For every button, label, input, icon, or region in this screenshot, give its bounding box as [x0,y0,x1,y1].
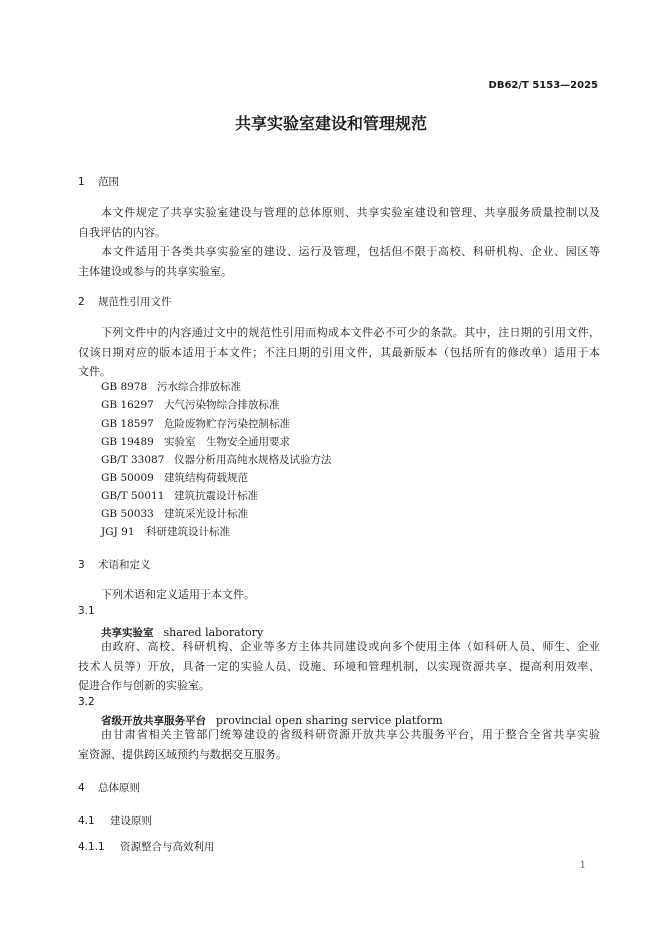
section-4-heading [78,780,140,795]
term-number: 3.2 [78,696,95,708]
section-number: 4.1.1 [78,841,105,853]
section-number: 1 [78,176,85,188]
section-title: 术语和定义 [98,559,151,571]
term-english: provincial open sharing service platform [216,714,443,727]
section-number: 2 [78,296,85,308]
reference-item: GB 16297 大气污染物综合排放标准 [101,399,280,411]
paragraph-line: 下列术语和定义适用于本文件。 [101,588,255,601]
term-chinese: 共享实验室 [101,627,154,639]
document-title: 共享实验室建设和管理规范 [234,114,427,133]
paragraph-line: 下列文件中的内容通过文中的规范性引用而构成本文件必不可少的条款。其中，注日期的引用文件， [101,326,600,339]
page-number: 1 [579,860,586,871]
paragraph-line: 由政府、高校、科研机构、企业等多方主体共同建设或向多个使用主体（如科研人员、师生、企业 [101,640,600,653]
paragraph-line: 技术人员等）开放，具备一定的实验人员、设施、环境和管理机制，以实现资源共享、提高利用效率、 [78,659,600,673]
standard-code: DB62/T 5153—2025 [488,80,598,91]
paragraph-line: 室资源、提供跨区域预约与数据交互服务。 [78,747,287,761]
paragraph-line: 自我评估的内容。 [78,225,166,239]
reference-item: JGJ 91 科研建筑设计标准 [101,526,230,538]
section-title: 范围 [98,176,119,188]
normative-refs-intro [78,323,600,382]
subsection-4-1-1-heading [78,839,215,854]
term-english: shared laboratory [163,626,264,639]
reference-item: GB/T 33087 仪器分析用高纯水规格及试验方法 [101,454,332,466]
section-title: 资源整合与高效利用 [120,841,215,853]
paragraph-line: 由甘肃省相关主管部门统筹建设的省级科研资源开放共享公共服务平台，用于整合全省共享实验 [101,728,600,741]
section-title: 总体原则 [98,782,140,794]
reference-item: GB 19489 实验室 生物安全通用要求 [101,436,290,448]
paragraph-line: 主体建设或参与的共享实验室。 [78,265,232,279]
paragraph-line: 本文件适用于各类共享实验室的建设、运行及管理，包括但不限于高校、科研机构、企业、园区等 [101,245,600,259]
terms-intro [78,585,600,605]
reference-item: GB/T 50011 建筑抗震设计标准 [101,490,258,502]
term-number: 3.1 [78,605,95,617]
section-number: 3 [78,559,85,571]
section-3-heading [78,557,151,572]
reference-item: GB 50033 建筑采光设计标准 [101,508,248,520]
paragraph-line: 仅该日期对应的版本适用于本文件；不注日期的引用文件，其最新版本（包括所有的修改单）适用于本 [78,345,600,359]
paragraph-line: 本文件规定了共享实验室建设与管理的总体原则、共享实验室建设和管理、共享服务质量控制以及 [101,206,600,219]
reference-item: GB 8978 污水综合排放标准 [101,381,241,393]
paragraph-line: 文件。 [78,365,111,379]
section-number: 4.1 [78,815,95,827]
paragraph-line: 促进合作与创新的实验室。 [78,679,210,693]
subsection-4-1-heading [78,813,152,828]
section-title: 建设原则 [110,815,152,827]
section-1-heading [78,174,119,189]
section-2-heading [78,294,172,309]
section-title: 规范性引用文件 [98,296,172,308]
term-definition [78,725,600,764]
term-chinese: 省级开放共享服务平台 [101,715,206,727]
scope-text [78,203,600,282]
term-definition [78,637,600,696]
reference-item: GB 50009 建筑结构荷载规范 [101,472,248,484]
reference-item: GB 18597 危险废物贮存污染控制标准 [101,418,290,430]
section-number: 4 [78,782,85,794]
